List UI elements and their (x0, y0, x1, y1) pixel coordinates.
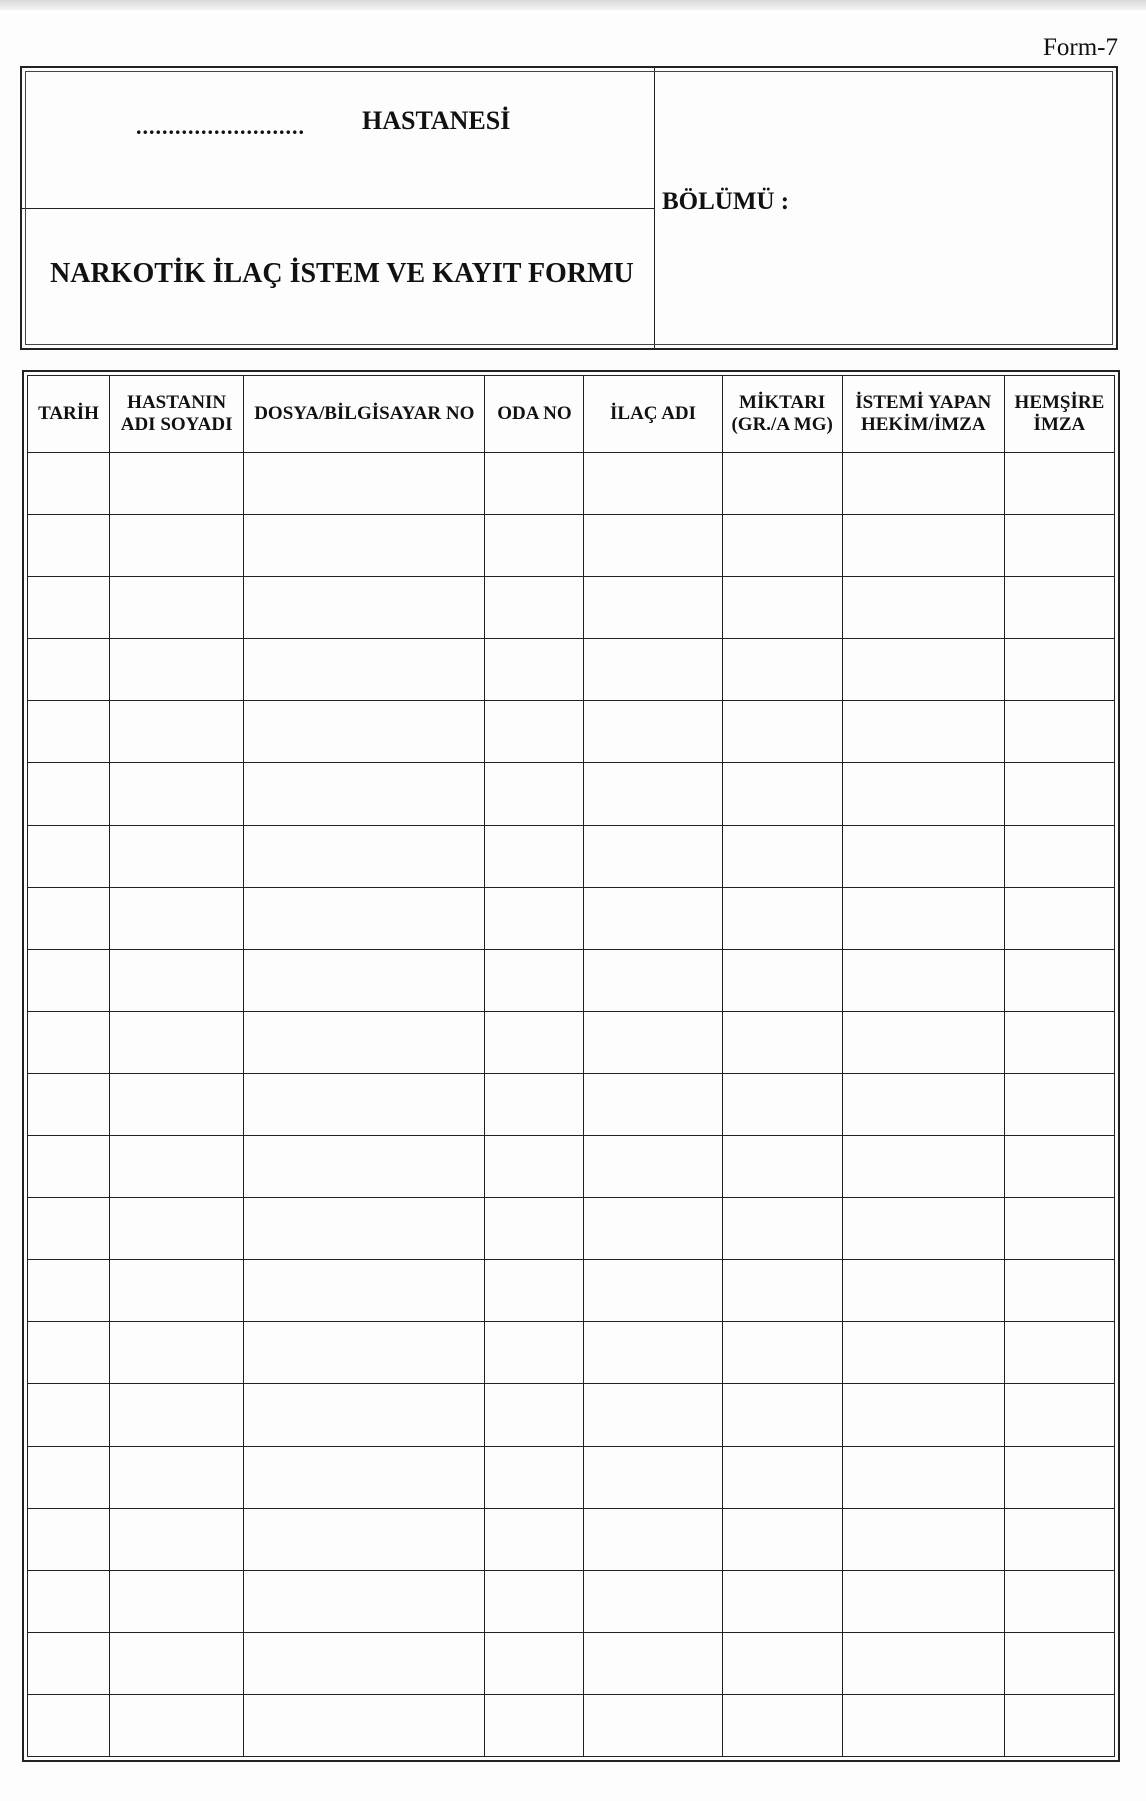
patient-name-cell[interactable] (110, 1446, 244, 1508)
file-number-cell[interactable] (244, 1073, 485, 1135)
patient-name-cell[interactable] (110, 1198, 244, 1260)
nurse-signature-cell[interactable] (1004, 453, 1114, 515)
patient-name-cell[interactable] (110, 1322, 244, 1384)
table-row (28, 639, 1115, 701)
column-header-file-number: DOSYA/BİLGİSAYAR NO (244, 376, 485, 453)
patient-name-cell[interactable] (110, 887, 244, 949)
room-number-cell[interactable] (485, 701, 584, 763)
file-number-cell[interactable] (244, 515, 485, 577)
file-number-cell[interactable] (244, 1198, 485, 1260)
table-header-row (28, 376, 1115, 453)
patient-name-cell[interactable] (110, 949, 244, 1011)
table-row (28, 515, 1115, 577)
nurse-signature-cell[interactable] (1004, 1322, 1114, 1384)
patient-name-cell[interactable] (110, 1011, 244, 1073)
physician-signature-cell[interactable] (842, 1508, 1004, 1570)
date-cell[interactable] (28, 701, 110, 763)
header-left-panel (22, 68, 655, 348)
date-cell[interactable] (28, 1011, 110, 1073)
top-shadow-bar (0, 0, 1146, 10)
file-number-cell[interactable] (244, 1570, 485, 1632)
patient-name-cell[interactable] (110, 1508, 244, 1570)
date-cell[interactable] (28, 1073, 110, 1135)
drug-name-cell[interactable] (584, 949, 722, 1011)
nurse-signature-cell[interactable] (1004, 515, 1114, 577)
quantity-cell[interactable] (722, 1136, 842, 1198)
patient-name-cell[interactable] (110, 1632, 244, 1694)
drug-name-cell[interactable] (584, 577, 722, 639)
quantity-cell[interactable] (722, 763, 842, 825)
department-label: BÖLÜMÜ : (662, 188, 790, 215)
nurse-signature-cell[interactable] (1004, 1384, 1114, 1446)
room-number-cell[interactable] (485, 1073, 584, 1135)
drug-name-cell[interactable] (584, 763, 722, 825)
table-row (28, 1694, 1115, 1756)
drug-name-cell[interactable] (584, 1446, 722, 1508)
hospital-name-blank[interactable]: .......................... (136, 114, 305, 139)
date-cell[interactable] (28, 577, 110, 639)
record-table (27, 375, 1115, 1757)
drug-name-cell[interactable] (584, 701, 722, 763)
quantity-cell[interactable] (722, 1632, 842, 1694)
file-number-cell[interactable] (244, 763, 485, 825)
room-number-cell[interactable] (485, 1694, 584, 1756)
quantity-cell[interactable] (722, 949, 842, 1011)
physician-signature-cell[interactable] (842, 639, 1004, 701)
date-cell[interactable] (28, 1632, 110, 1694)
quantity-cell[interactable] (722, 1570, 842, 1632)
date-cell[interactable] (28, 1198, 110, 1260)
table-row (28, 1073, 1115, 1135)
file-number-cell[interactable] (244, 1632, 485, 1694)
drug-name-cell[interactable] (584, 639, 722, 701)
table-row (28, 1198, 1115, 1260)
date-cell[interactable] (28, 639, 110, 701)
nurse-signature-cell[interactable] (1004, 639, 1114, 701)
file-number-cell[interactable] (244, 701, 485, 763)
drug-name-cell[interactable] (584, 1136, 722, 1198)
room-number-cell[interactable] (485, 515, 584, 577)
physician-signature-cell[interactable] (842, 949, 1004, 1011)
room-number-cell[interactable] (485, 1198, 584, 1260)
patient-name-cell[interactable] (110, 763, 244, 825)
column-header-patient-name: HASTANIN ADI SOYADI (110, 376, 244, 453)
table-row (28, 1322, 1115, 1384)
table-row (28, 1011, 1115, 1073)
drug-name-cell[interactable] (584, 453, 722, 515)
physician-signature-cell[interactable] (842, 453, 1004, 515)
patient-name-cell[interactable] (110, 1073, 244, 1135)
table-body (28, 453, 1115, 1757)
physician-signature-cell[interactable] (842, 825, 1004, 887)
drug-name-cell[interactable] (584, 1073, 722, 1135)
patient-name-cell[interactable] (110, 1136, 244, 1198)
table-row (28, 825, 1115, 887)
table-row (28, 1570, 1115, 1632)
table-row (28, 1508, 1115, 1570)
quantity-cell[interactable] (722, 1384, 842, 1446)
room-number-cell[interactable] (485, 887, 584, 949)
table-row (28, 887, 1115, 949)
table-row (28, 1384, 1115, 1446)
file-number-cell[interactable] (244, 949, 485, 1011)
date-cell[interactable] (28, 453, 110, 515)
table-row (28, 577, 1115, 639)
quantity-cell[interactable] (722, 1508, 842, 1570)
form-number: Form-7 (1043, 34, 1118, 61)
nurse-signature-cell[interactable] (1004, 825, 1114, 887)
patient-name-cell[interactable] (110, 453, 244, 515)
nurse-signature-cell[interactable] (1004, 949, 1114, 1011)
drug-name-cell[interactable] (584, 1632, 722, 1694)
date-cell[interactable] (28, 763, 110, 825)
physician-signature-cell[interactable] (842, 763, 1004, 825)
quantity-cell[interactable] (722, 1198, 842, 1260)
date-cell[interactable] (28, 1446, 110, 1508)
room-number-cell[interactable] (485, 825, 584, 887)
nurse-signature-cell[interactable] (1004, 577, 1114, 639)
physician-signature-cell[interactable] (842, 515, 1004, 577)
table-row (28, 1260, 1115, 1322)
drug-name-cell[interactable] (584, 515, 722, 577)
column-header-quantity: MİKTARI (GR./A MG) (722, 376, 842, 453)
date-cell[interactable] (28, 1260, 110, 1322)
nurse-signature-cell[interactable] (1004, 887, 1114, 949)
physician-signature-cell[interactable] (842, 1632, 1004, 1694)
table-row (28, 701, 1115, 763)
nurse-signature-cell[interactable] (1004, 1011, 1114, 1073)
patient-name-cell[interactable] (110, 639, 244, 701)
room-number-cell[interactable] (485, 639, 584, 701)
physician-signature-cell[interactable] (842, 1384, 1004, 1446)
nurse-signature-cell[interactable] (1004, 1446, 1114, 1508)
drug-name-cell[interactable] (584, 1011, 722, 1073)
column-header-nurse-signature: HEMŞİRE İMZA (1004, 376, 1114, 453)
form-title: NARKOTİK İLAÇ İSTEM VE KAYIT FORMU (50, 258, 634, 289)
table-row (28, 453, 1115, 515)
file-number-cell[interactable] (244, 1260, 485, 1322)
quantity-cell[interactable] (722, 639, 842, 701)
nurse-signature-cell[interactable] (1004, 1198, 1114, 1260)
physician-signature-cell[interactable] (842, 1446, 1004, 1508)
patient-name-cell[interactable] (110, 1384, 244, 1446)
room-number-cell[interactable] (485, 949, 584, 1011)
nurse-signature-cell[interactable] (1004, 1260, 1114, 1322)
quantity-cell[interactable] (722, 1260, 842, 1322)
physician-signature-cell[interactable] (842, 1260, 1004, 1322)
file-number-cell[interactable] (244, 639, 485, 701)
room-number-cell[interactable] (485, 1136, 584, 1198)
room-number-cell[interactable] (485, 1632, 584, 1694)
room-number-cell[interactable] (485, 1508, 584, 1570)
column-header-physician-signature: İSTEMİ YAPAN HEKİM/İMZA (842, 376, 1004, 453)
file-number-cell[interactable] (244, 1322, 485, 1384)
quantity-cell[interactable] (722, 1011, 842, 1073)
file-number-cell[interactable] (244, 1446, 485, 1508)
column-header-room-number: ODA NO (485, 376, 584, 453)
file-number-cell[interactable] (244, 1508, 485, 1570)
date-cell[interactable] (28, 1136, 110, 1198)
patient-name-cell[interactable] (110, 825, 244, 887)
date-cell[interactable] (28, 1694, 110, 1756)
form-header (20, 66, 1118, 350)
patient-name-cell[interactable] (110, 1260, 244, 1322)
nurse-signature-cell[interactable] (1004, 1570, 1114, 1632)
quantity-cell[interactable] (722, 887, 842, 949)
patient-name-cell[interactable] (110, 577, 244, 639)
nurse-signature-cell[interactable] (1004, 1136, 1114, 1198)
physician-signature-cell[interactable] (842, 577, 1004, 639)
date-cell[interactable] (28, 1384, 110, 1446)
hospital-name-section (22, 68, 654, 209)
date-cell[interactable] (28, 949, 110, 1011)
quantity-cell[interactable] (722, 701, 842, 763)
drug-name-cell[interactable] (584, 1322, 722, 1384)
patient-name-cell[interactable] (110, 701, 244, 763)
drug-name-cell[interactable] (584, 1260, 722, 1322)
record-table-frame (22, 370, 1120, 1762)
nurse-signature-cell[interactable] (1004, 1073, 1114, 1135)
file-number-cell[interactable] (244, 1694, 485, 1756)
table-row (28, 1446, 1115, 1508)
drug-name-cell[interactable] (584, 825, 722, 887)
room-number-cell[interactable] (485, 577, 584, 639)
physician-signature-cell[interactable] (842, 1073, 1004, 1135)
room-number-cell[interactable] (485, 1384, 584, 1446)
room-number-cell[interactable] (485, 763, 584, 825)
room-number-cell[interactable] (485, 1322, 584, 1384)
quantity-cell[interactable] (722, 577, 842, 639)
file-number-cell[interactable] (244, 1011, 485, 1073)
quantity-cell[interactable] (722, 1694, 842, 1756)
table-row (28, 763, 1115, 825)
file-number-cell[interactable] (244, 825, 485, 887)
physician-signature-cell[interactable] (842, 1694, 1004, 1756)
hospital-label: HASTANESİ (362, 106, 511, 135)
physician-signature-cell[interactable] (842, 1570, 1004, 1632)
nurse-signature-cell[interactable] (1004, 763, 1114, 825)
room-number-cell[interactable] (485, 1260, 584, 1322)
quantity-cell[interactable] (722, 515, 842, 577)
drug-name-cell[interactable] (584, 1384, 722, 1446)
physician-signature-cell[interactable] (842, 1322, 1004, 1384)
physician-signature-cell[interactable] (842, 701, 1004, 763)
drug-name-cell[interactable] (584, 1694, 722, 1756)
file-number-cell[interactable] (244, 577, 485, 639)
patient-name-cell[interactable] (110, 1570, 244, 1632)
file-number-cell[interactable] (244, 453, 485, 515)
drug-name-cell[interactable] (584, 1570, 722, 1632)
table-row (28, 1632, 1115, 1694)
file-number-cell[interactable] (244, 887, 485, 949)
quantity-cell[interactable] (722, 1446, 842, 1508)
physician-signature-cell[interactable] (842, 1136, 1004, 1198)
nurse-signature-cell[interactable] (1004, 1508, 1114, 1570)
physician-signature-cell[interactable] (842, 887, 1004, 949)
drug-name-cell[interactable] (584, 887, 722, 949)
date-cell[interactable] (28, 887, 110, 949)
date-cell[interactable] (28, 1322, 110, 1384)
date-cell[interactable] (28, 825, 110, 887)
room-number-cell[interactable] (485, 1011, 584, 1073)
quantity-cell[interactable] (722, 1073, 842, 1135)
table-row (28, 949, 1115, 1011)
quantity-cell[interactable] (722, 1322, 842, 1384)
nurse-signature-cell[interactable] (1004, 1632, 1114, 1694)
physician-signature-cell[interactable] (842, 1011, 1004, 1073)
nurse-signature-cell[interactable] (1004, 1694, 1114, 1756)
date-cell[interactable] (28, 515, 110, 577)
date-cell[interactable] (28, 1508, 110, 1570)
column-header-drug-name: İLAÇ ADI (584, 376, 722, 453)
patient-name-cell[interactable] (110, 1694, 244, 1756)
nurse-signature-cell[interactable] (1004, 701, 1114, 763)
date-cell[interactable] (28, 1570, 110, 1632)
quantity-cell[interactable] (722, 453, 842, 515)
column-header-date: TARİH (28, 376, 110, 453)
room-number-cell[interactable] (485, 1446, 584, 1508)
quantity-cell[interactable] (722, 825, 842, 887)
physician-signature-cell[interactable] (842, 1198, 1004, 1260)
drug-name-cell[interactable] (584, 1198, 722, 1260)
room-number-cell[interactable] (485, 1570, 584, 1632)
room-number-cell[interactable] (485, 453, 584, 515)
drug-name-cell[interactable] (584, 1508, 722, 1570)
file-number-cell[interactable] (244, 1384, 485, 1446)
table-row (28, 1136, 1115, 1198)
patient-name-cell[interactable] (110, 515, 244, 577)
file-number-cell[interactable] (244, 1136, 485, 1198)
